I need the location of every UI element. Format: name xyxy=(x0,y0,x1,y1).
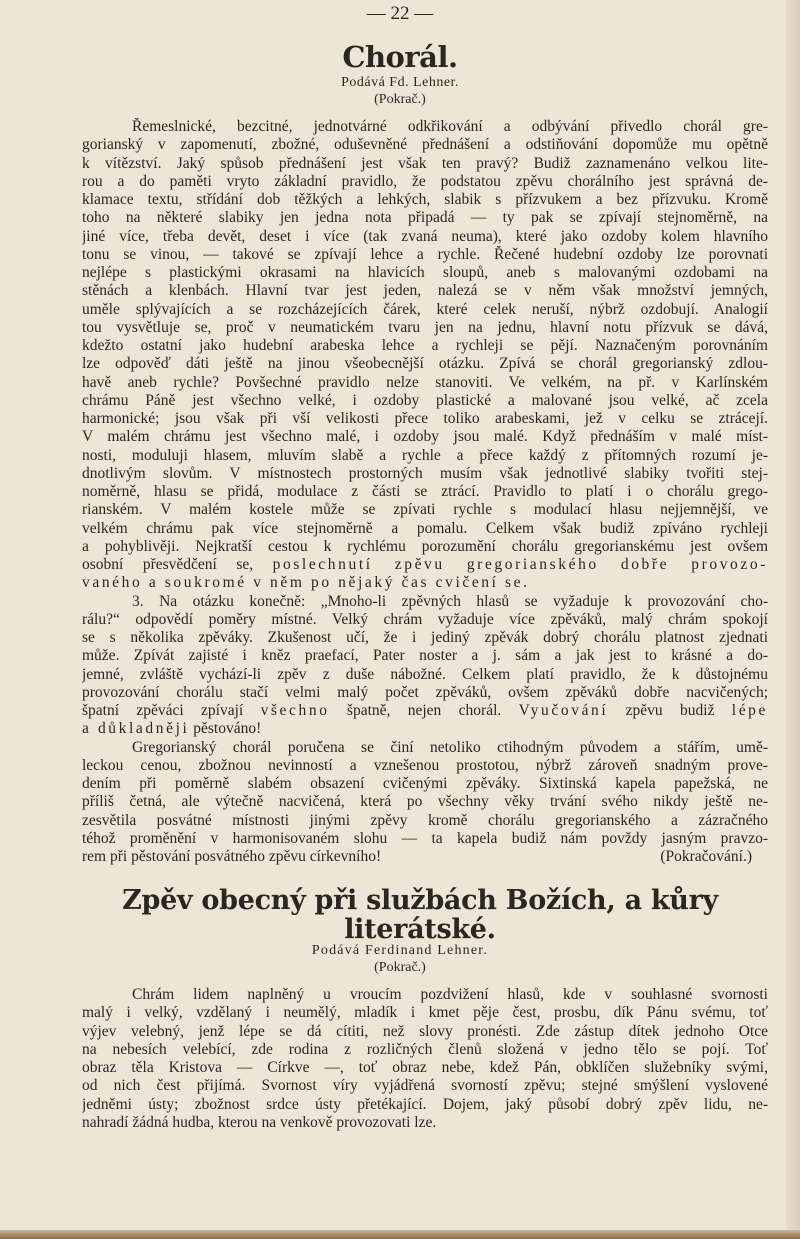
text-run: se s několika zpěváky. Zkušenost učí, že i jediný zpěvák dobrý chorálu platnost zjednati xyxy=(82,629,768,646)
text-run: velkém chrámu pak více stejnoměrně a pomalu. Celkem však budiž zpíváno rychleji xyxy=(82,519,768,537)
text-line xyxy=(82,986,768,1004)
text-run: V malém chrámu jest všechno malé, i ozdoby jsou malé. Když přednáším v malé míst- xyxy=(82,428,768,446)
text-run: jedněmi ústy; zbožnost srdce ústy přetékající. Dojem, jaký působí dobrý zpěv lidu, ne- xyxy=(82,1095,768,1113)
text-line xyxy=(82,1041,768,1059)
text-run: nejlépe s plastickými okrasami na hlavicích sloupů, aneb s malovanými ozdobami na xyxy=(82,264,768,281)
text-run: jemné, zvláště vychází-li zpěv z duše nábožné. Celkem platí pravidlo, že k důstojnému xyxy=(82,665,768,683)
text-line xyxy=(82,556,768,574)
text-run: špatně, nejen chorál. xyxy=(329,702,519,719)
text-line xyxy=(82,702,768,720)
text-run: uměle splývajících a se rozcházejících čárek, které celek neruší, nýbrž ozdobují. Analogií xyxy=(82,300,768,318)
text-run: jiné více, třeba devět, deset i více (tak zvaná neuma), které jako ozdoby kolem hlavního xyxy=(82,227,768,245)
text-line xyxy=(82,1004,768,1022)
text-run: noměrně, hlasu se přidá, modulace z části se ztrácí. Pravidlo to platí i o chorálu grego- xyxy=(82,483,768,500)
text-run: 3. Na otázku konečně: „Mnoho-li zpěvných hlasů se vyžaduje k provozování cho- xyxy=(132,592,768,610)
text-run: a pohyblivěji. Nejkratší cestou k rychlému porozumění chorálu gregorianskému jest ovšem xyxy=(82,537,768,555)
text-run: Řemeslnické, bezcitné, jednotvárné odkřikování a odbývání přivedlo chorál gre- xyxy=(132,118,768,135)
text-line xyxy=(82,118,768,136)
text-run: Chrám lidem naplněný u vroucím pozdvižení hlasů, kde v souhlasné svornosti xyxy=(132,986,768,1003)
spaced-emphasis-text: vaného a soukromé v něm po nějaký čas cvičení se. xyxy=(82,574,530,592)
text-line xyxy=(82,830,768,848)
final-text: rem při pěstování posvátného zpěvu církevního! xyxy=(82,848,382,865)
text-line xyxy=(82,355,768,373)
article2-title-line2: literátské. xyxy=(344,914,496,945)
text-run: harmonické; jsou však při vší velikosti přece toliko arabeskami, jež v celku se ztrácejí. xyxy=(82,410,768,427)
text-run: havě aneb rychle? Povšechné pravidlo nelze stanoviti. Ve velkém, na př. v Karlínském xyxy=(82,373,768,391)
text-line xyxy=(82,720,768,738)
text-line xyxy=(82,574,768,592)
text-run: klamace textu, střídání dob těžkých a lehkých, slabik s přízvukem a bez přízvuku. Kromě xyxy=(82,191,768,208)
text-run: dením při poměrně slabém obsazení cvičenými zpěváky. Sixtinská kapela papežská, ne xyxy=(82,775,768,792)
text-run: nosti, moduluji hlasem, mluvím slabě a rychle a přece každý z přítomných rozumí je- xyxy=(82,446,768,464)
text-run: gorianský v zapomenutí, zbožné, oduševněné přednášení a odstiňování dopomůže mu opětně xyxy=(82,136,768,154)
text-line xyxy=(82,684,768,702)
text-run: rianském. V malém kostele může se zpívati rychle s modulací hlasu nejjemnější, ve xyxy=(82,501,768,519)
text-line xyxy=(82,775,768,793)
text-line xyxy=(82,593,768,611)
text-line xyxy=(82,428,768,446)
text-run: kdežto ostatní jako hudební arabeska lehce a rychleji se pějí. Naznačeným porovnáním xyxy=(82,337,768,354)
text-line xyxy=(82,282,768,300)
article-title-choral: Chorál. xyxy=(342,40,458,74)
spaced-emphasis-text: Vyučování xyxy=(518,702,609,719)
text-line xyxy=(82,647,768,665)
text-line xyxy=(82,301,768,319)
text-line xyxy=(82,447,768,465)
text-run: pěstováno! xyxy=(189,720,262,738)
text-run: dnotlivým slovům. V místnostech prostorných musím však jednotlivé slabiky tvořiti stej- xyxy=(82,464,768,482)
spaced-emphasis-text: všechno xyxy=(260,702,330,719)
text-run: chrámu Páně jest všechno velké, i ozdoby plastické a malované jsou velké, ač zcela xyxy=(82,391,768,409)
text-run: rou a do paměti vryto základní pravidlo, že podstatou zpěvu chorálního jest správná de- xyxy=(82,172,768,190)
text-run: téhož proměnění v harmonisovaném slohu — ta kapela budiž nám povždy jasným pravzo- xyxy=(82,829,768,847)
text-run: může. Zpívát zajisté i kněz praefací, Pater noster a j. sám a jak jest to krásné a do- xyxy=(82,647,768,665)
text-run: provozování chorálu stačí velmi malý počet zpěváků, ovšem zpěváků dobře nacvičených; xyxy=(82,683,768,701)
text-run: osobní přesvědčení se, xyxy=(82,556,273,573)
text-run: malý i velký, vzdělaný i neumělý, mladík i kmet pěje čest, prosbu, dík Pánu svému, toť xyxy=(82,1004,768,1022)
article2-continued: (Pokrač.) xyxy=(374,960,426,975)
text-line xyxy=(82,392,768,410)
text-line xyxy=(82,228,768,246)
text-line xyxy=(82,739,768,757)
text-run: lze odpověď dáti ještě na jinou všeobecnější otázku. Zpívá se chorál gregorianský zdlou- xyxy=(82,355,768,373)
text-line xyxy=(82,538,768,556)
text-line xyxy=(82,1096,768,1114)
page-bottom-edge xyxy=(0,1230,800,1239)
text-run: tou vysvětluje se, proč v neumatickém tvaru jen na jednu, hlavní notu přízvuk se dává, xyxy=(82,318,768,336)
continued-note: (Pokrač.) xyxy=(374,92,426,107)
spaced-emphasis-text: lépe xyxy=(731,702,768,719)
text-line xyxy=(82,209,768,227)
text-run: tonu se vinou, — takové se zpívají lehce a rychle. Řečené hudební ozdoby lze porovnati xyxy=(82,245,768,263)
text-line xyxy=(82,374,768,392)
text-line xyxy=(82,173,768,191)
text-line xyxy=(82,264,768,282)
article1-body xyxy=(82,118,768,866)
text-line xyxy=(82,520,768,538)
text-line xyxy=(82,155,768,173)
text-line xyxy=(82,136,768,154)
text-line xyxy=(82,793,768,811)
spaced-emphasis-text: a důkladněji xyxy=(82,720,190,738)
text-line xyxy=(82,757,768,775)
text-run: leckou cenou, zbožnou nevinností a vznešenou prostotou, nýbrž zároveň snadným prove- xyxy=(82,756,768,774)
text-line xyxy=(82,410,768,428)
text-line xyxy=(82,1023,768,1041)
text-line xyxy=(82,337,768,355)
text-run: od nich čest přijímá. Svornost víry vyjádřená svorností zpěvu; stejné smýšlení vyslovené xyxy=(82,1077,768,1095)
text-run: na nebesích velebící, zde rodina z rozličných členů složená v jedno tělo se pojí. Toť xyxy=(82,1040,768,1058)
to-be-continued: (Pokračování.) xyxy=(660,848,752,865)
text-line xyxy=(82,501,768,519)
text-line xyxy=(82,319,768,337)
text-run: stěnách a klenbách. Hlavní tvar jest jeden, nalezá se v něm však množství jemných, xyxy=(82,282,768,300)
text-run: obraz těla Kristova — Církve —, toť obraz nebe, kdež Pán, obklíčen služebníky svými, xyxy=(82,1059,768,1076)
text-line xyxy=(82,483,768,501)
text-line xyxy=(82,246,768,264)
article2-title-line1: Zpěv obecný při službách Božích, a kůry xyxy=(122,885,718,916)
article-byline: Podává Fd. Lehner. xyxy=(341,75,459,90)
text-run: toho na některé slabiky jen jedna nota připadá — ty pak se zpívají stejnoměrně, na xyxy=(82,209,768,227)
text-line xyxy=(82,1059,768,1077)
page-number: — 22 — xyxy=(366,3,434,24)
page-edge-shadow xyxy=(786,0,800,1239)
article2-byline: Podává Ferdinand Lehner. xyxy=(311,943,489,958)
text-run: Gregorianský chorál poručena se činí netoliko ctihodným původem a stářím, umě- xyxy=(132,738,768,756)
text-run: zesvětila posvátné místnosti jinými zpěvy kromě chorálu gregorianského a zázračného xyxy=(82,811,768,829)
text-run: k vítězství. Jaký spůsob přednášení jest však ten pravý? Budiž zaznamenáno velkou lite- xyxy=(82,154,768,172)
spaced-emphasis-text: poslechnutí zpěvu gregorianského dobře provozo- xyxy=(272,556,768,573)
text-line xyxy=(82,629,768,647)
text-line xyxy=(82,611,768,629)
text-run: zpěvu budiž xyxy=(608,702,732,719)
text-run: nahradí žádná hudba, kterou na venkově provozovati lze. xyxy=(82,1113,437,1131)
text-line xyxy=(82,1077,768,1095)
text-line xyxy=(82,666,768,684)
text-line xyxy=(82,465,768,483)
text-run: rálu?“ odpovědí poměry místné. Velký chrám vyžaduje více zpěváků, malý chrám spokojí xyxy=(82,610,768,628)
text-run: špatní zpěváci zpívají xyxy=(82,702,261,719)
text-line xyxy=(82,191,768,209)
article2-body xyxy=(82,986,768,1132)
text-line xyxy=(82,812,768,830)
text-line xyxy=(82,1114,768,1132)
text-run: příliš četná, ale výtečně nacvičená, která po všechny věky trvání svého nikdy ještě ne- xyxy=(82,793,768,811)
text-run: výjev velebný, jenž lépe se dá cítiti, než slovy pronésti. Zde zástup dítek jednoho Otce xyxy=(82,1022,768,1040)
article1-final-line xyxy=(82,848,768,866)
